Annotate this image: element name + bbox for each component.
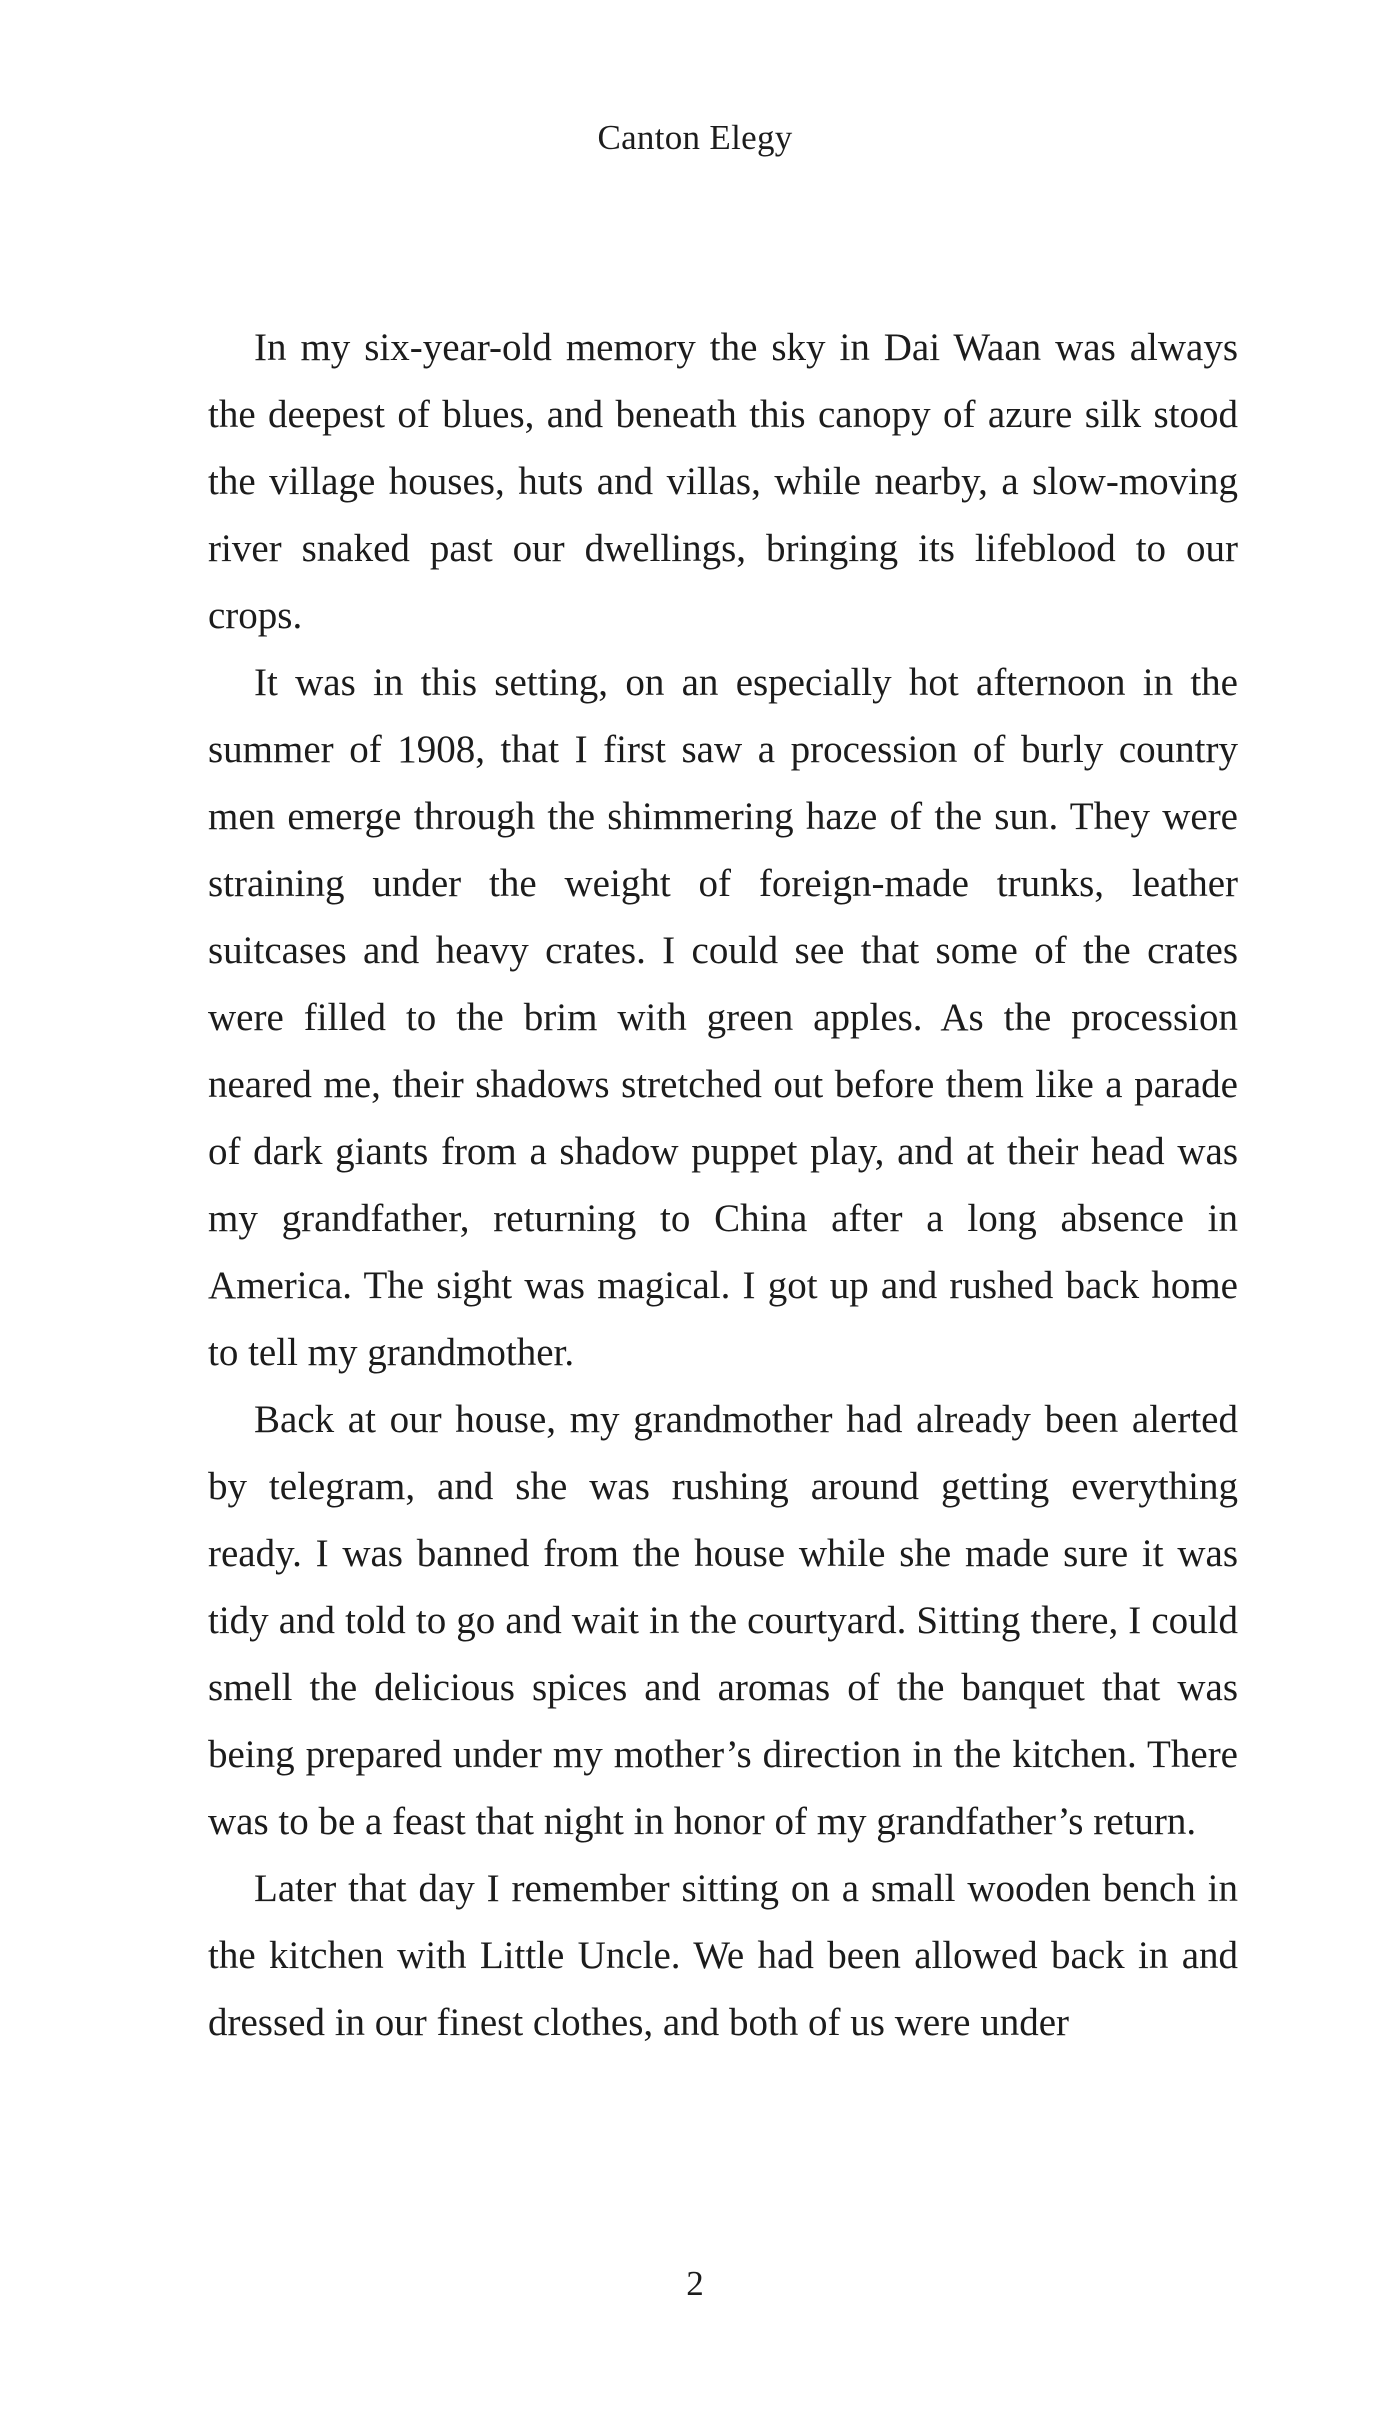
page-number: 2 — [686, 2264, 704, 2303]
body-text — [208, 314, 1238, 2056]
paragraph-4: Later that day I remember sitting on a small wooden bench in the kitchen with Little Uncle. We had been allowed back in and dressed in our finest clothes, and both of us were under — [208, 1867, 1238, 2044]
paragraph-3: Back at our house, my grandmother had already been alerted by telegram, and she was rushing around getting everything ready. I was banned from the house while she made sure it was tidy and told to go and wait in the courtyard. Sitting there, I could smell the delicious spices and aromas of the banquet that was being prepared under my mother’s direction in the kitchen. There was to be a feast that night in honor of my grandfather’s return. — [208, 1398, 1238, 1843]
paragraph-1: In my six-year-old memory the sky in Dai Waan was always the deepest of blues, and beneath this canopy of azure silk stood the village houses, huts and villas, while nearby, a slow-moving river snaked past our dwellings, bringing its lifeblood to our crops. — [208, 326, 1238, 637]
paragraph-2: It was in this setting, on an especially hot afternoon in the summer of 1908, that I first saw a procession of burly country men emerge through the shimmering haze of the sun. They were straining under the weight of foreign-made trunks, leather suitcases and heavy crates. I could see that some of the crates were filled to the brim with green apples. As the procession neared me, their shadows stretched out before them like a parade of dark giants from a shadow puppet play, and at their head was my grandfather, returning to China after a long absence in America. The sight was magical. I got up and rushed back home to tell my grandmother. — [208, 661, 1238, 1374]
running-head: Canton Elegy — [597, 118, 793, 157]
